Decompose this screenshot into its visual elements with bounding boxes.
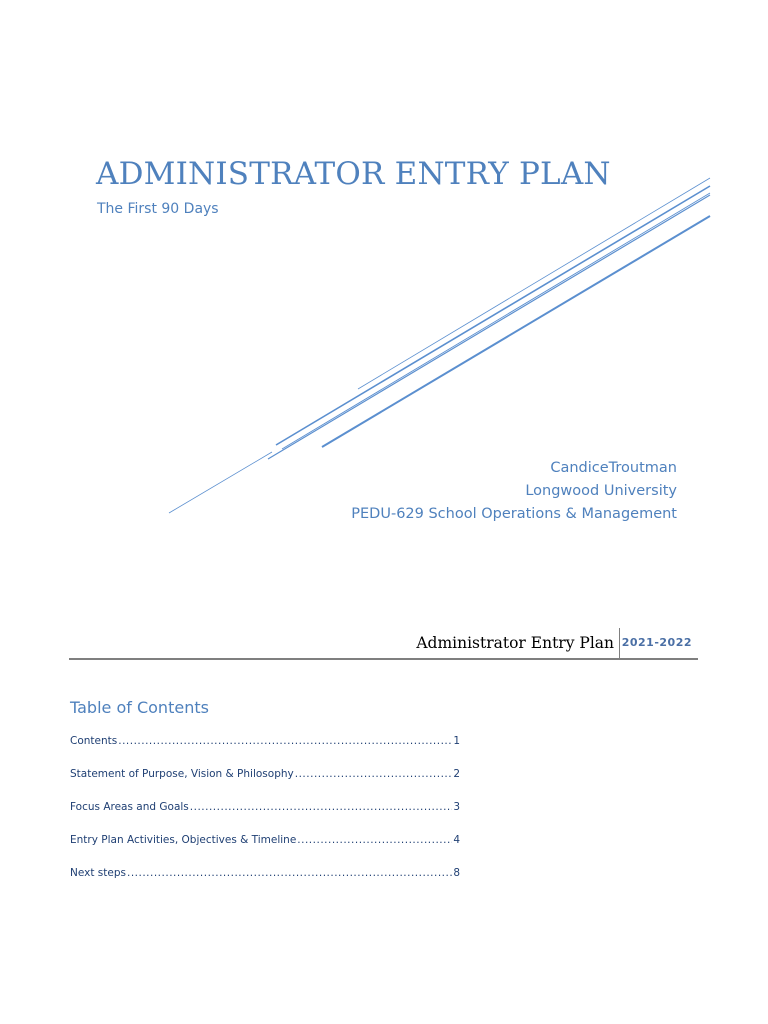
toc-entry-activities[interactable] bbox=[70, 834, 460, 867]
header-divider bbox=[619, 628, 620, 658]
toc-leader-dots bbox=[297, 834, 452, 846]
toc-entry-contents[interactable] bbox=[70, 735, 460, 768]
toc-entry-page: 2 bbox=[453, 768, 460, 780]
toc-entry-page: 3 bbox=[453, 801, 460, 813]
toc-entry-label: Focus Areas and Goals bbox=[70, 801, 189, 813]
document-subtitle: The First 90 Days bbox=[97, 201, 219, 217]
toc-entry-label: Statement of Purpose, Vision & Philosophy bbox=[70, 768, 294, 780]
author-block bbox=[351, 457, 677, 526]
toc-entry-next-steps[interactable] bbox=[70, 867, 460, 900]
toc-entry-page: 8 bbox=[453, 867, 460, 879]
institution-name: Longwood University bbox=[525, 483, 677, 499]
toc-entry-focus-areas[interactable] bbox=[70, 801, 460, 834]
header-title: Administrator Entry Plan bbox=[416, 634, 614, 652]
toc-entry-label: Contents bbox=[70, 735, 118, 747]
toc-entry-page: 1 bbox=[453, 735, 460, 747]
toc-leader-dots bbox=[190, 801, 453, 813]
toc-entry-page: 4 bbox=[453, 834, 460, 846]
toc-entry-label: Entry Plan Activities, Objectives & Timeline bbox=[70, 834, 297, 846]
author-name: CandiceTroutman bbox=[550, 460, 677, 476]
toc-leader-dots bbox=[118, 735, 452, 747]
table-of-contents bbox=[70, 735, 460, 900]
page-header bbox=[69, 626, 698, 660]
toc-leader-dots bbox=[127, 867, 452, 879]
toc-entry-purpose[interactable] bbox=[70, 768, 460, 801]
toc-leader-dots bbox=[295, 768, 453, 780]
header-year: 2021-2022 bbox=[621, 636, 692, 649]
document-title: ADMINISTRATOR ENTRY PLAN bbox=[96, 156, 611, 192]
toc-heading: Table of Contents bbox=[70, 698, 209, 717]
toc-entry-label: Next steps bbox=[70, 867, 126, 879]
course-name: PEDU-629 School Operations & Management bbox=[351, 506, 677, 522]
